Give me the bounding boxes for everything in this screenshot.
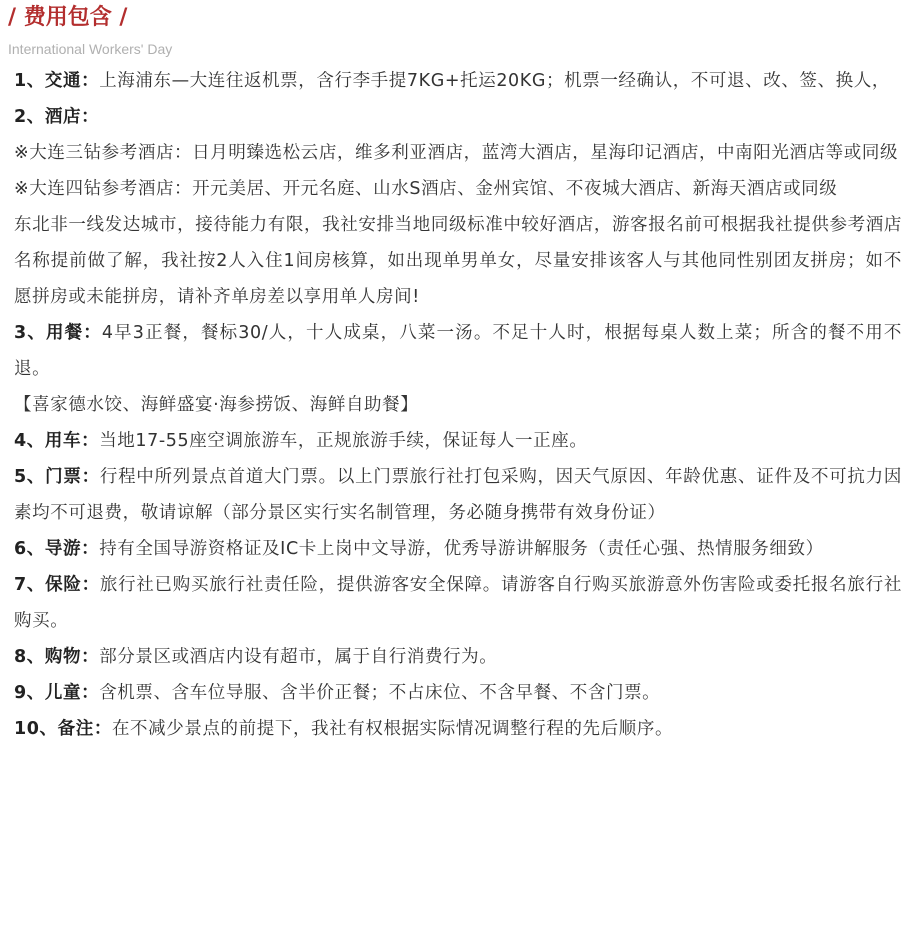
item-guide	[14, 531, 902, 567]
item-label: 6、导游：	[14, 539, 100, 559]
item-text: 旅行社已购买旅行社责任险，提供游客安全保障。请游客自行购买旅游意外伤害险或委托报名旅行社购买。	[14, 575, 902, 631]
item-vehicle	[14, 423, 902, 459]
fee-inclusions-list	[14, 63, 902, 747]
item-label: 10、备注：	[14, 719, 112, 739]
item-label: 2、酒店：	[14, 107, 100, 127]
item-shopping	[14, 639, 902, 675]
item-text: 行程中所列景点首道大门票。以上门票旅行社打包采购，因天气原因、年龄优惠、证件及不可抗力因素均不可退费，敬请谅解（部分景区实行实名制管理，务必随身携带有效身份证）	[14, 467, 902, 523]
item-transport	[14, 63, 902, 99]
hotel-four-star: ※大连四钻参考酒店：开元美居、开元名庭、山水S酒店、金州宾馆、不夜城大酒店、新海天酒店或同级	[14, 179, 838, 199]
item-children	[14, 675, 902, 711]
item-text: 上海浦东—大连往返机票，含行李手提7KG+托运20KG；机票一经确认，不可退、改、签、换人，	[99, 71, 890, 91]
hotel-note: 东北非一线发达城市，接待能力有限，我社安排当地同级标准中较好酒店，游客报名前可根据我社提供参考酒店名称提前做了解，我社按2人入住1间房核算，如出现单男单女，尽量安排该客人与其他同性别团友拼房；如不愿拼房或未能拼房，请补齐单房差以享用单人房间!	[14, 215, 902, 307]
item-label: 7、保险：	[14, 575, 100, 595]
section-subtitle: International Workers' Day	[8, 41, 173, 57]
item-label: 9、儿童：	[14, 683, 100, 703]
item-text: 在不减少景点的前提下，我社有权根据实际情况调整行程的先后顺序。	[111, 719, 674, 739]
section-title: / 费用包含 /	[8, 5, 128, 30]
item-text: 含机票、含车位导服、含半价正餐；不占床位、不含早餐、不含门票。	[99, 683, 661, 703]
item-label: 5、门票：	[14, 467, 100, 487]
item-text: 当地17-55座空调旅游车，正规旅游手续，保证每人一正座。	[99, 431, 588, 451]
item-insurance	[14, 567, 902, 639]
item-label: 3、用餐：	[14, 323, 102, 343]
item-label: 4、用车：	[14, 431, 100, 451]
item-text: 部分景区或酒店内设有超市，属于自行消费行为。	[99, 647, 498, 667]
item-remarks	[14, 711, 902, 747]
item-text: 4早3正餐，餐标30/人，十人成桌，八菜一汤。不足十人时，根据每桌人数上菜；所含的餐不用不退。	[14, 323, 902, 379]
item-tickets	[14, 459, 902, 531]
item-meals	[14, 315, 902, 387]
item-label: 8、购物：	[14, 647, 100, 667]
meals-special: 【喜家德水饺、海鲜盛宴·海参捞饭、海鲜自助餐】	[14, 395, 419, 415]
item-label: 1、交通：	[14, 71, 100, 91]
item-hotel	[14, 99, 902, 135]
hotel-three-star: ※大连三钻参考酒店：日月明臻选松云店，维多利亚酒店，蓝湾大酒店，星海印记酒店，中南阳光酒店等或同级	[14, 143, 899, 163]
item-text: 持有全国导游资格证及IC卡上岗中文导游，优秀导游讲解服务（责任心强、热情服务细致）	[99, 539, 824, 559]
